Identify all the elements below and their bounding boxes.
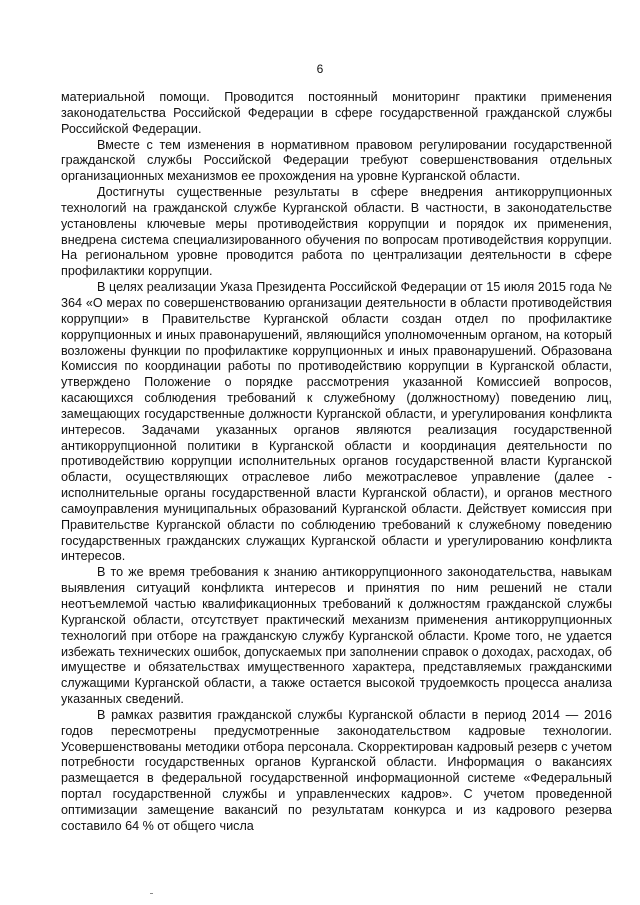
paragraph-4: В целях реализации Указа Президента Российской Федерации от 15 июля 2015 года № 364 «О мерах по совершенствованию организации деятельности в области противодействия коррупции» в Правительстве Курганской области создан отдел по профилактике коррупционных и иных правонарушений, являющийся уполномоченным органом, на который возложены функции по профилактике коррупционных и иных правонарушений. Образована Комиссия по координации работы по противодействию коррупции в Курганской области, утверждено Положение о порядке рассмотрения указанной Комиссией вопросов, касающихся соблюдения требований к служебному (должностному) поведению лиц, замещающих государственные должности Курганской области, и урегулирования конфликта интересов. Задачами указанных органов являются реализация государственной антикоррупционной политики в Курганской области и координация деятельности по противодействию коррупции исполнительных органов государственной власти Курганской области, осуществляющих отраслевое либо межотраслевое управление (далее - исполнительные органы государственной власти Курганской области), и органов местного самоуправления муниципальных образований Курганской области. Действует комиссия при Правительстве Курганской области по соблюдению требований к служебному поведению государственных гражданских служащих Курганской области и урегулированию конфликта интересов. bbox=[61, 280, 612, 564]
paragraph-6: В рамках развития гражданской службы Курганской области в период 2014 — 2016 годов пересмотрены предусмотренные законодательством кадровые технологии. Усовершенствованы методики отбора персонала. Скорректирован кадровый резерв с учетом потребности государственных органов Курганской области. Информация о вакансиях размещается в федеральной государственной информационной системе «Федеральный портал государственной службы и управленческих кадров». С учетом проведенной оптимизации замещение вакансий по результатам конкурса и из кадрового резерва составило 64 % от общего числа bbox=[61, 707, 612, 833]
paragraph-1: материальной помощи. Проводится постоянный мониторинг практики применения законодательства Российской Федерации в сфере государственной гражданской службы Российской Федерации. bbox=[61, 90, 612, 136]
page-number: 6 bbox=[316, 62, 324, 76]
paragraph-2: Вместе с тем изменения в нормативном правовом регулировании государственной гражданской службы Российской Федерации требуют совершенствования отдельных организационных механизмов ее прохождения на уровне Курганской области. bbox=[61, 137, 612, 184]
document-text-body bbox=[61, 90, 612, 835]
scan-speck bbox=[150, 893, 153, 894]
paragraph-3: Достигнуты существенные результаты в сфере внедрения антикоррупционных технологий на гражданской службе Курганской области. В частности, в законодательстве установлены ключевые меры противодействия коррупции и порядок их применения, внедрена система специализированного обучения по вопросам противодействия коррупции. На региональном уровне проводится работа по централизации деятельности в сфере профилактики коррупции. bbox=[61, 185, 612, 279]
paragraph-5: В то же время требования к знанию антикоррупционного законодательства, навыкам выявления ситуаций конфликта интересов и принятия по ним решений не стали неотъемлемой частью квалификационных требований к должностям гражданской службы Курганской области, отсутствует практический механизм применения антикоррупционных технологий при отборе на гражданскую службу Курганской области. Кроме того, не удается избежать технических ошибок, допускаемых при заполнении справок о доходах, расходах, об имуществе и обязательствах имущественного характера, представляемых гражданскими служащими Курганской области, а также остается высокой трудоемкость процесса анализа указанных сведений. bbox=[61, 565, 612, 707]
